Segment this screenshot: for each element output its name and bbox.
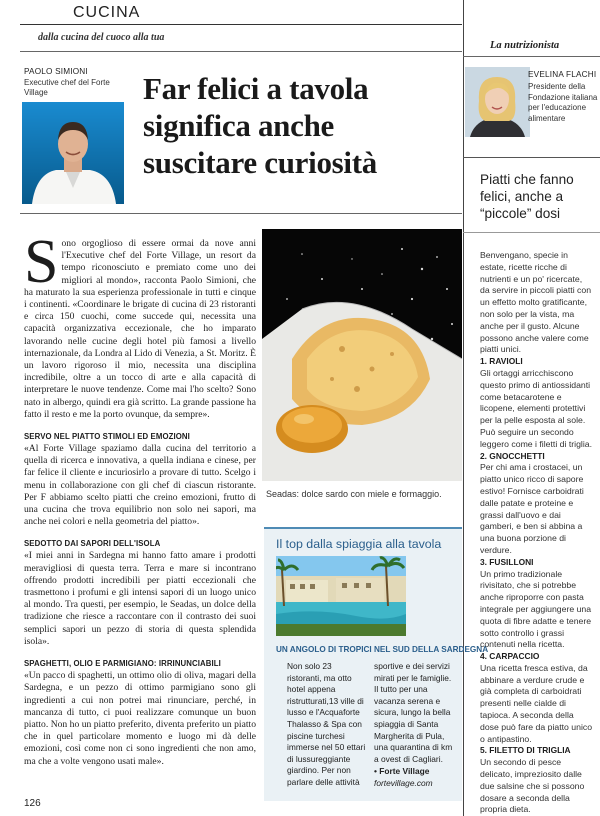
photo-caption: Seadas: dolce sardo con miele e formaggio.	[266, 489, 442, 499]
box-title: Il top dalla spiaggia alla tavola	[276, 537, 442, 551]
dropcap: S	[24, 228, 59, 296]
box-col-2-text: sportive e dei servizi mirati per le famiglie. Il tutto per una vacanza serena e sicura, lungo la bella spiaggia di Santa Margherita di Pula, una quarantina di km a ovest di Cagliari.	[374, 661, 453, 764]
nutritionist-photo	[465, 67, 530, 137]
resort-photo	[276, 556, 406, 636]
box-col-2	[374, 661, 456, 790]
chef-photo	[22, 102, 124, 204]
nutritionist-name: EVELINA FLACHI	[528, 70, 597, 79]
right-rule	[463, 56, 600, 57]
sidebar-rule-mid	[463, 232, 600, 233]
box-subtitle: UN ANGOLO DI TROPICI NEL SUD DELLA SARDEGNA	[276, 645, 489, 654]
box-link-url[interactable]: fortevillage.com	[374, 777, 433, 788]
sidebar-item-head-3: 3. FUSILLONI	[480, 556, 534, 567]
sidebar-item-text-3: Un primo tradizionale rivisitato, che si potrebbe anche riproporre con pasta integrale per aggiungere una quota di fibre adatte e tenere sotto controllo i grassi contenuti nella ricetta.	[480, 568, 592, 650]
box-col-1: Non solo 23 ristoranti, ma otto hotel appena ristrutturati,13 ville di lusso e l'Acquaforte Thalasso & Spa con piscine turchesi immerse nel 50 ettari di lussureggiante giardino. Per non parlare delle attività	[287, 661, 366, 787]
sidebar-item-text-4: Una ricetta fresca estiva, da abbinare a verdure crude e già completa di carboidrati presenti nelle cialde di tapioca. A seconda della dose può fare da piatto unico o antipastino.	[480, 662, 593, 744]
seadas-photo	[262, 229, 462, 481]
article-title: Far felici a tavola significa anche suscitare curiosità	[143, 71, 377, 180]
title-rule	[20, 213, 462, 214]
page-number: 126	[24, 798, 41, 809]
sidebar-body	[480, 250, 594, 816]
sidebar-item-head-5: 5. FILETTO DI TRIGLIA	[480, 745, 571, 756]
section-text-2: «I miei anni in Sardegna mi hanno fatto amare i prodotti meravigliosi di questa terra. Terra e mare si incontrano offrendo prodotti incredibili per piatti eccezionali che trasmettono i profumi e gli intensi sapori di un luogo unico al mondo. Tra questi, per esempio, le Seadas, un dolce della tradizione che riesce a raccontare con il contrasto dei suoi semplici sapori un pezzo di storia di questa splendida isola».	[24, 550, 256, 647]
nutritionist-tagline: La nutrizionista	[490, 40, 560, 51]
sidebar-item-head-4: 4. CARPACCIO	[480, 651, 540, 662]
column-divider	[463, 0, 464, 816]
sidebar-item-head-2: 2. GNOCCHETTI	[480, 450, 545, 461]
nutritionist-role: Presidente della Fondazione italiana per l'educazione alimentare	[528, 82, 598, 123]
section-heading-1: SERVO NEL PIATTO STIMOLI ED EMOZIONI	[24, 432, 190, 442]
intro-paragraph: ono orgoglioso di essere ormai da nove anni l'Executive chef del Forte Village, un resort da tempo riconosciuto e premiato come uno dei migliori al mondo», racconta Paolo Simioni, che ha maturato la sua esperienza professionale in tutti e cinque i continenti. «Coordinare le brigate di cucina di 23 ristoranti e circa 150 cuochi, come succede qui, necessita una capacità organizzativa eccezionale, che ho imparato lavorando nelle cucine degli hotel più famosi a livello internazionale, da Londra al Lido di Venezia, a St. Moritz. È un lavoro rigoroso il mio, necessita una disciplina incredibile, oltre a un tocco di arte e alla capacità di interpretare le nuove tendenze. Come mai l'ho scelto? Sono nato in albergo, quindi era già scritto. La grande passione ha fatto il resto e me la porto ovunque, da sempre».	[24, 238, 256, 420]
section-heading-2: SEDOTTO DAI SAPORI DELL'ISOLA	[24, 539, 161, 549]
section-title: CUCINA	[73, 4, 141, 21]
sidebar-item-head-1: 1. RAVIOLI	[480, 356, 523, 367]
chef-role: Executive chef del Forte Village	[24, 78, 110, 97]
section-heading-3: SPAGHETTI, OLIO E PARMIGIANO: IRRINUNCIABILI	[24, 659, 221, 669]
box-link-name: • Forte Village	[374, 766, 430, 777]
sidebar-item-text-1: Gli ortaggi arricchiscono questo primo di antiossidanti come betacarotene e licopene, elementi protettivi per la pelle esposta al sole. Può seguire un secondo leggero come i filetti di triglia.	[480, 367, 593, 449]
section-tagline: dalla cucina del cuoco alla tua	[38, 32, 165, 43]
sidebar-item-text-5: Un secondo di pesce delicato, impreziosito dalle due salsine che si possono dosare a seconda della propria dieta.	[480, 757, 585, 815]
section-text-3: «Un pacco di spaghetti, un ottimo olio di oliva, magari della Sardegna, e un pezzo di ottimo parmigiano sono gli ingredienti a cui non potrei mai rinunciare, perché, in mancanza di tutto, ci puoi realizzare comunque un buon piatto. Non ho un piatto preferito, diventa preferito un piatto che in quel particolare momento e luogo mi dà delle emozioni, così come non ci sono ingredienti che non amo, ma che a volte vengono usati male».	[24, 670, 256, 767]
sidebar-title: Piatti che fanno felici, anche a “piccole” dosi	[480, 172, 574, 221]
header-rule	[20, 24, 462, 25]
section-text-1: «Al Forte Village spaziamo dalla cucina del territorio a quella di ricerca e innovativa, a quella indiana e cinese, per far felice il cliente e incuriosirlo a provare di tutto. Scelgo i menu in collaborazione con gli chef di ciascun ristorante. Per F abbiamo scelto piatti che creino emozioni, frutto di una cucina che trova equilibrio non solo nei sapori, ma anche nei colori e nella geometria del piatto».	[24, 443, 256, 528]
sidebar-rule-top	[463, 157, 600, 158]
sidebar-item-text-2: Per chi ama i crostacei, un piatto unico ricco di sapore estivo! Fornisce carboidrati dalle patate e proteine e grassi dall'uovo e dai gamberi, e ben si abbina a una buona porzione di verdure.	[480, 462, 584, 555]
sidebar-intro: Benvengano, specie in estate, ricette ricche di nutrienti e un po' ricercate, da servire in piccoli piatti con un effetto molto gratificante, non solo per la vista, ma anche per il gusto. Alcune possono anche valere come piatti unici.	[480, 250, 592, 355]
article-body	[24, 228, 256, 768]
tagline-rule	[20, 51, 462, 52]
chef-name: PAOLO SIMIONI	[24, 67, 88, 76]
